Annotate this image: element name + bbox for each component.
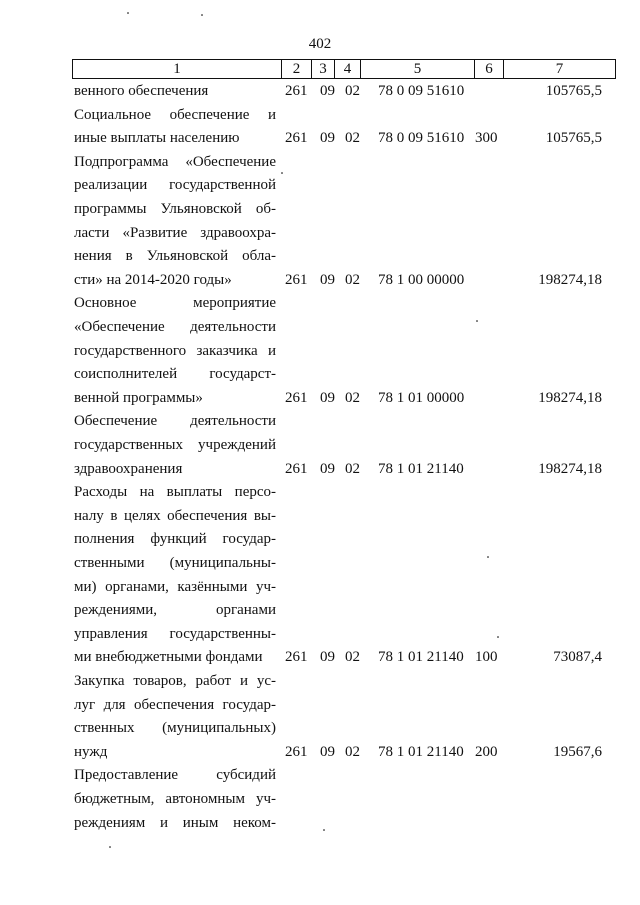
scan-speck [201, 14, 203, 16]
col-4-value: 02 [345, 271, 360, 288]
description-line: Обеспечение деятельности [74, 413, 276, 430]
description-line: программы Ульяновской об- [74, 200, 276, 217]
col-7-value: 105765,5 [545, 130, 602, 147]
description-line: нужд [74, 743, 108, 760]
col-4-value: 02 [345, 130, 360, 147]
header-col-7: 7 [503, 59, 616, 79]
col-4-value: 02 [345, 83, 360, 99]
scan-speck [476, 320, 478, 322]
col-5-value: 78 1 01 00000 [378, 389, 465, 406]
row-description [74, 80, 276, 104]
col-5-value: 78 1 01 21140 [378, 743, 464, 760]
description-line: Предоставление субсидий [74, 767, 276, 784]
col-7-value: 198274,18 [538, 460, 602, 477]
scan-speck [127, 12, 129, 14]
col-3-value: 09 [320, 389, 335, 406]
description-line: государственного заказчика и [74, 342, 276, 359]
description-line: сти» на 2014-2020 годы» [74, 271, 232, 288]
scan-speck [109, 846, 111, 848]
col-5-value: 78 1 01 21140 [378, 460, 464, 477]
table-header [72, 59, 616, 79]
row-description [74, 292, 276, 410]
description-line: Закупка товаров, работ и ус- [74, 673, 276, 689]
description-line: ми внебюджетными фондами [74, 649, 263, 666]
col-5-value: 78 1 01 21140 [378, 649, 464, 666]
description-line: полнения функций государ- [74, 531, 276, 548]
col-4-value: 02 [345, 460, 360, 477]
col-4-value: 02 [345, 743, 360, 760]
description-line: «Обеспечение деятельности [74, 318, 276, 335]
col-7-value: 19567,6 [553, 743, 602, 760]
col-2-value: 261 [285, 743, 308, 760]
col-3-value: 09 [320, 271, 335, 288]
col-3-value: 09 [320, 649, 335, 666]
description-line: реждениям и иным неком- [74, 814, 276, 831]
header-col-5: 5 [360, 59, 475, 79]
col-6-value: 300 [475, 130, 498, 147]
col-6-value: 200 [475, 743, 498, 760]
col-3-value: 09 [320, 130, 335, 147]
col-6-value: 100 [475, 649, 498, 666]
description-line: здравоохранения [74, 460, 183, 477]
row-description [74, 410, 276, 481]
header-col-6: 6 [474, 59, 504, 79]
description-line: Подпрограмма «Обеспечение [74, 153, 276, 170]
description-line: иные выплаты населению [74, 130, 240, 147]
col-3-value: 09 [320, 460, 335, 477]
col-3-value: 09 [320, 83, 335, 99]
description-line: луг для обеспечения государ- [74, 696, 276, 713]
description-line: венной программы» [74, 389, 203, 406]
description-line: соисполнителей государст- [74, 366, 276, 383]
row-description [74, 104, 276, 151]
col-3-value: 09 [320, 743, 335, 760]
description-line: Основное мероприятие [74, 295, 276, 312]
description-line: Социальное обеспечение и [74, 106, 276, 123]
col-5-value: 78 0 09 51610 [378, 130, 465, 147]
col-7-value: 105765,5 [545, 83, 602, 99]
header-col-4: 4 [334, 59, 361, 79]
col-2-value: 261 [285, 130, 308, 147]
header-col-2: 2 [281, 59, 312, 79]
row-description [74, 481, 276, 670]
description-line: ми) органами, казёнными уч- [74, 578, 276, 595]
row-description [74, 764, 276, 835]
col-2-value: 261 [285, 271, 308, 288]
col-7-value: 198274,18 [538, 389, 602, 406]
col-4-value: 02 [345, 389, 360, 406]
description-line: Расходы на выплаты персо- [74, 484, 276, 501]
description-line: управления государственны- [74, 625, 276, 642]
col-2-value: 261 [285, 389, 308, 406]
col-5-value: 78 1 00 00000 [378, 271, 465, 288]
col-2-value: 261 [285, 83, 308, 99]
description-line: нения в Ульяновской обла- [74, 248, 276, 265]
row-description [74, 670, 276, 764]
description-line: ственными (муниципальны- [74, 554, 276, 571]
col-4-value: 02 [345, 649, 360, 666]
description-line: реализации государственной [74, 177, 276, 194]
col-2-value: 261 [285, 649, 308, 666]
row-description [74, 151, 276, 293]
col-7-value: 73087,4 [553, 649, 602, 666]
description-line: бюджетным, автономным уч- [74, 790, 276, 807]
header-col-3: 3 [311, 59, 335, 79]
header-col-1: 1 [72, 59, 282, 79]
scan-speck [323, 829, 325, 831]
description-line: ласти «Развитие здравоохра- [74, 224, 276, 241]
description-line: венного обеспечения [74, 83, 209, 99]
col-5-value: 78 0 09 51610 [378, 83, 465, 99]
description-line: реждениями, органами [74, 602, 276, 619]
scan-speck [497, 636, 499, 638]
scan-speck [281, 172, 283, 174]
col-2-value: 261 [285, 460, 308, 477]
page-number: 402 [308, 36, 332, 52]
scan-speck [487, 556, 489, 558]
description-line: государственных учреждений [74, 436, 276, 453]
col-7-value: 198274,18 [538, 271, 602, 288]
description-line: ственных (муниципальных) [74, 720, 276, 737]
description-line: налу в целях обеспечения вы- [74, 507, 276, 524]
